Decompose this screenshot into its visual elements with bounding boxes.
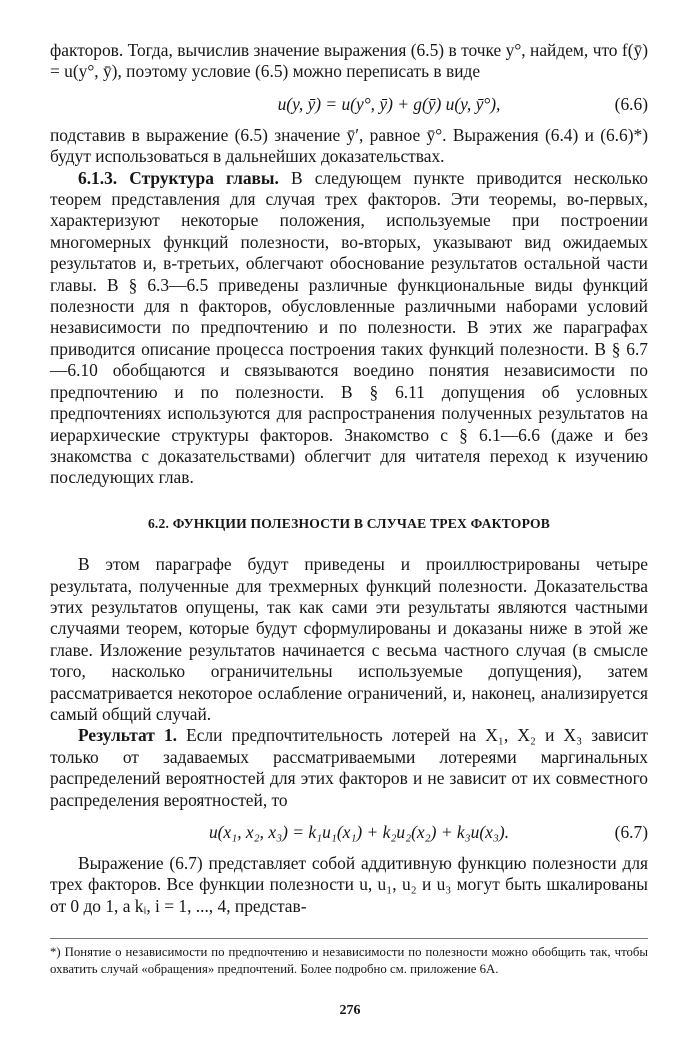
section-heading-6-2: 6.2. ФУНКЦИИ ПОЛЕЗНОСТИ В СЛУЧАЕ ТРЕХ ФАКТОРОВ	[147, 515, 551, 531]
result-1-title: Результат 1.	[78, 725, 177, 746]
paragraph-6-1-3	[50, 168, 648, 489]
result-1-text: Если предпочтительность лотерей на X₁, X₂ и X₃ зависит только от задаваемых рассматриваемыми лотереями маргинальных распределений вероятностей для этих факторов и не зависит от их совместного распределения вероятностей, то	[50, 725, 648, 810]
formula-6-7-number: (6.7)	[614, 822, 648, 842]
formula-6-7	[50, 820, 648, 844]
footnote: *) Понятие о независимости по предпочтению и независимости по полезности можно обобщить так, чтобы охватить случай «обращения» предпочтений. Более подробно см. приложение 6А.	[50, 938, 648, 978]
formula-6-6-expression: u(y, ȳ) = u(y°, ȳ) + g(ȳ) u(y, ȳ°),	[277, 93, 501, 114]
page-number: 276	[339, 1003, 361, 1018]
paragraph-intro: факторов. Тогда, вычислив значение выражения (6.5) в точке y°, найдем, что f(ȳ) = u(y°, ȳ), поэтому условие (6.5) можно переписать в виде	[50, 40, 648, 82]
paragraph-after-6-7: Выражение (6.7) представляет собой аддитивную функцию полезности для трех факторов. Все функции полезности u, u₁, u₂ и u₃ могут быть шкалированы от 0 до 1, а kᵢ, i = 1, ..., 4, представ-	[50, 853, 648, 916]
paragraph-6-2-intro: В этом параграфе будут приведены и проиллюстрированы четыре результата, полученные для трехмерных функций полезности. Доказательства этих результатов опущены, так как сами эти результаты являются частными случаями теорем, которые будут сформулированы и доказаны ниже в этой же главе. Изложение результатов начинается с весьма частного случая (в смысле того, насколько ограничительны используемые допущения), затем рассматривается некоторое ослабление ограничений, и, наконец, анализируется самый общий случай.	[50, 554, 648, 724]
formula-6-7-expression: u(x₁, x₂, x₃) = k₁u₁(x₁) + k₂u₂(x₂) + k₃u(x₃).	[208, 822, 510, 842]
paragraph-result-1	[50, 725, 648, 811]
paragraph-after-6-6: подставив в выражение (6.5) значение ȳ′, равное ȳ°. Выражения (6.4) и (6.6)*) будут использоваться в дальнейших доказательствах.	[50, 124, 648, 167]
formula-6-6	[50, 92, 648, 116]
formula-6-6-number: (6.6)	[614, 93, 648, 114]
subsection-text-6-1-3: В следующем пункте приводится несколько теорем представления для случая трех факторов. Эти теоремы, во-первых, характеризуют некоторые положения, используемые при построении многомерных функций полезности, во-вторых, указывают вид ожидаемых результатов и, в-третьих, облегчают обоснование результатов остальной части главы. В § 6.3—6.5 приведены различные функциональные виды функций полезности для n факторов, обусловленные различными наборами условий независимости по предпочтению и по полезности. В этих же параграфах приводится описание процесса построения таких функций полезности. В § 6.7—6.10 обобщаются и связываются воедино понятия независимости по предпочтению и по полезности. В § 6.11 допущения об условных предпочтениях используются для распространения полученных результатов на иерархические структуры факторов. Знакомство с § 6.1—6.6 (даже и без знакомства с доказательствами) облегчит для читателя переход к изучению последующих глав.	[50, 167, 648, 488]
subsection-title-6-1-3: 6.1.3. Структура главы.	[78, 167, 279, 188]
